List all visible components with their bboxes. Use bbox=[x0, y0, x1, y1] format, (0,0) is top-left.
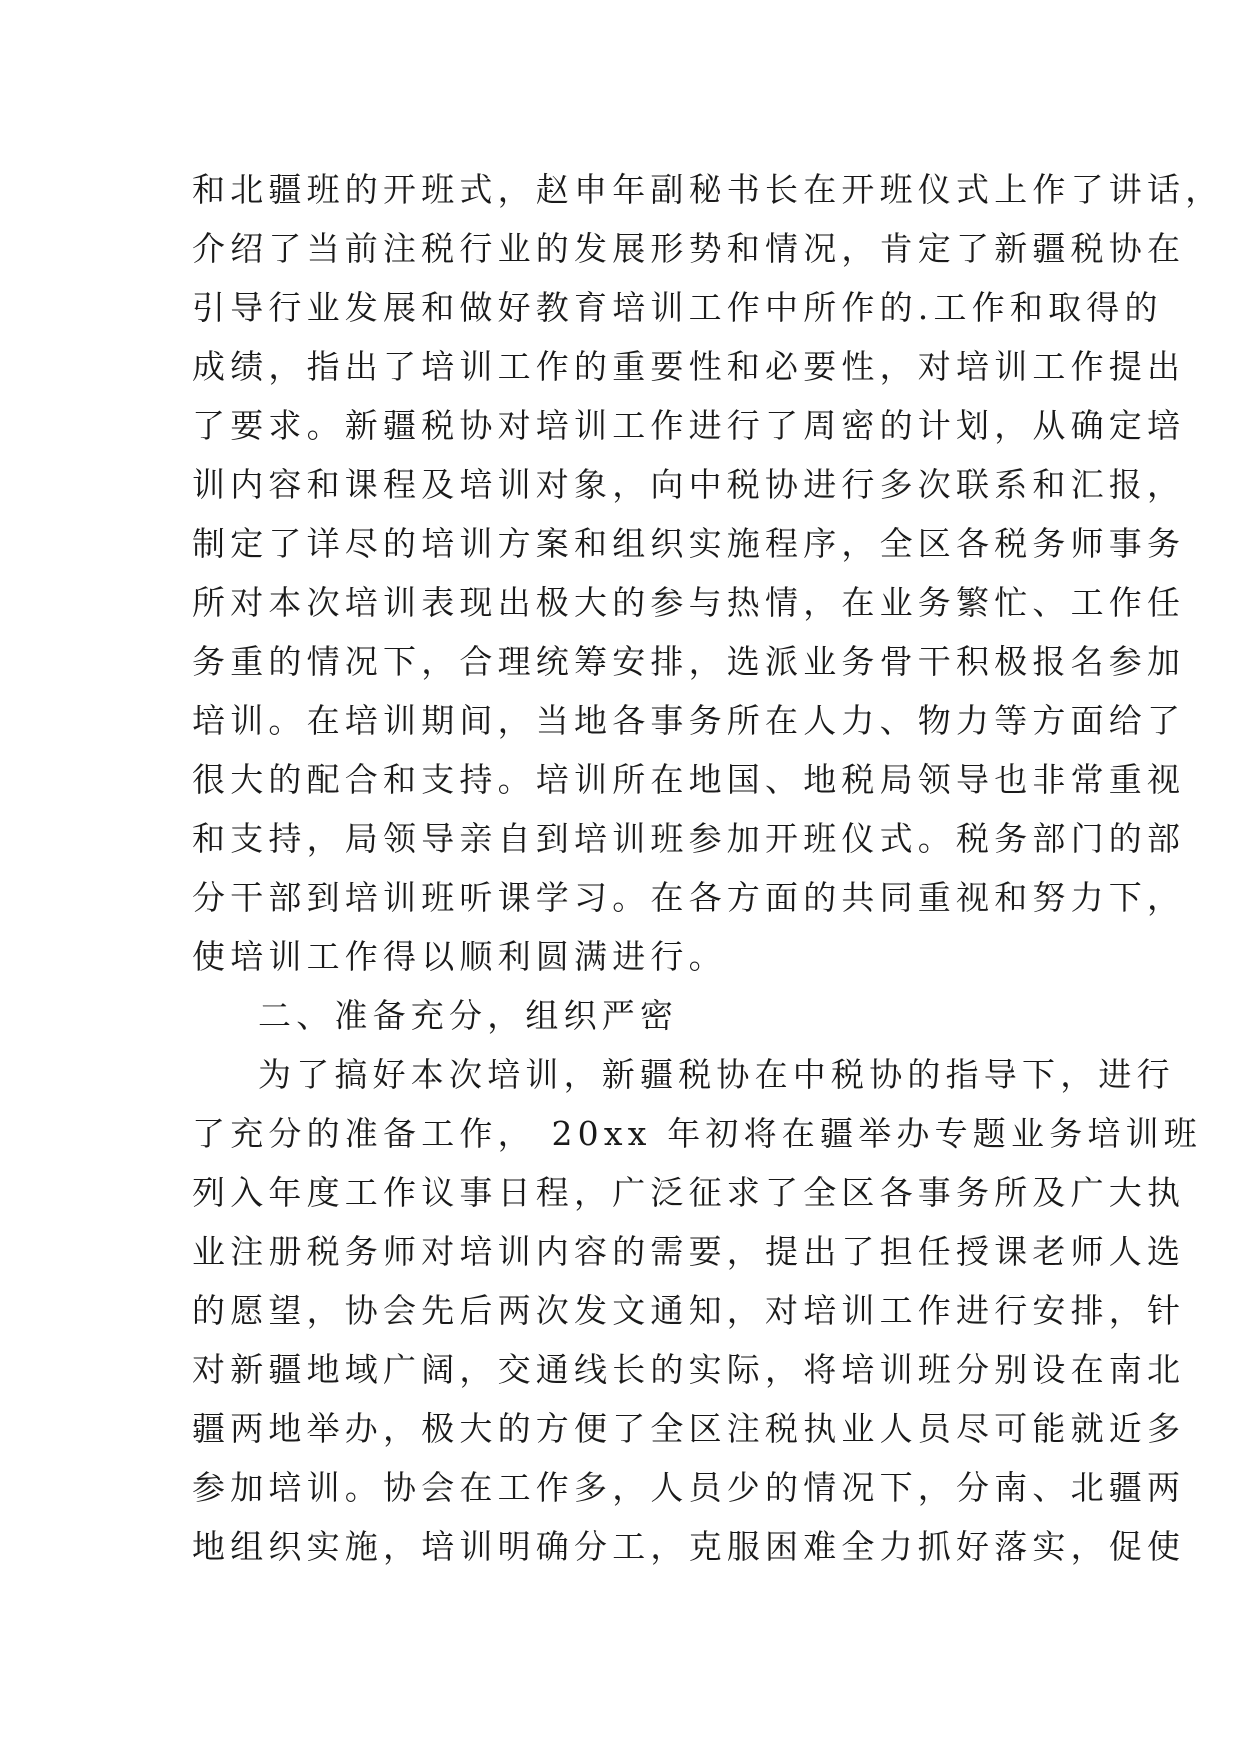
text-line: 列入年度工作议事日程，广泛征求了全区各事务所及广大执 bbox=[192, 1173, 1186, 1212]
text-line: 了要求。新疆税协对培训工作进行了周密的计划，从确定培 bbox=[192, 406, 1186, 445]
text-line: 了充分的准备工作， 20xx 年初将在疆举办专题业务培训班 bbox=[192, 1114, 1202, 1153]
text-line: 制定了详尽的培训方案和组织实施程序，全区各税务师事务 bbox=[192, 524, 1186, 563]
text-line: 成绩，指出了培训工作的重要性和必要性，对培训工作提出 bbox=[192, 347, 1186, 386]
text-line: 参加培训。协会在工作多，人员少的情况下，分南、北疆两 bbox=[192, 1468, 1186, 1507]
text-line: 培训。在培训期间，当地各事务所在人力、物力等方面给了 bbox=[192, 701, 1186, 740]
text-line: 业注册税务师对培训内容的需要，提出了担任授课老师人选 bbox=[192, 1232, 1186, 1271]
text-line: 分干部到培训班听课学习。在各方面的共同重视和努力下， bbox=[192, 878, 1186, 917]
text-line: 所对本次培训表现出极大的参与热情，在业务繁忙、工作任 bbox=[192, 583, 1186, 622]
text-line: 介绍了当前注税行业的发展形势和情况，肯定了新疆税协在 bbox=[192, 229, 1186, 268]
text-line: 和支持，局领导亲自到培训班参加开班仪式。税务部门的部 bbox=[192, 819, 1186, 858]
text-line: 的愿望，协会先后两次发文通知，对培训工作进行安排，针 bbox=[192, 1291, 1186, 1330]
body-text bbox=[192, 160, 1224, 1576]
text-line: 引导行业发展和做好教育培训工作中所作的.工作和取得的 bbox=[192, 288, 1163, 327]
paragraph-first-line: 为了搞好本次培训，新疆税协在中税协的指导下，进行 bbox=[258, 1055, 1175, 1094]
text-line: 和北疆班的开班式，赵申年副秘书长在开班仪式上作了讲话， bbox=[192, 170, 1224, 209]
text-line: 地组织实施，培训明确分工，克服困难全力抓好落实，促使 bbox=[192, 1527, 1186, 1566]
text-line: 务重的情况下，合理统筹安排，选派业务骨干积极报名参加 bbox=[192, 642, 1186, 681]
section-heading: 二、准备充分，组织严密 bbox=[258, 996, 679, 1035]
text-line: 训内容和课程及培训对象，向中税协进行多次联系和汇报， bbox=[192, 465, 1186, 504]
text-line: 使培训工作得以顺利圆满进行。 bbox=[192, 937, 727, 976]
text-line: 很大的配合和支持。培训所在地国、地税局领导也非常重视 bbox=[192, 760, 1186, 799]
text-line: 疆两地举办，极大的方便了全区注税执业人员尽可能就近多 bbox=[192, 1409, 1186, 1448]
text-line: 对新疆地域广阔，交通线长的实际，将培训班分别设在南北 bbox=[192, 1350, 1186, 1389]
